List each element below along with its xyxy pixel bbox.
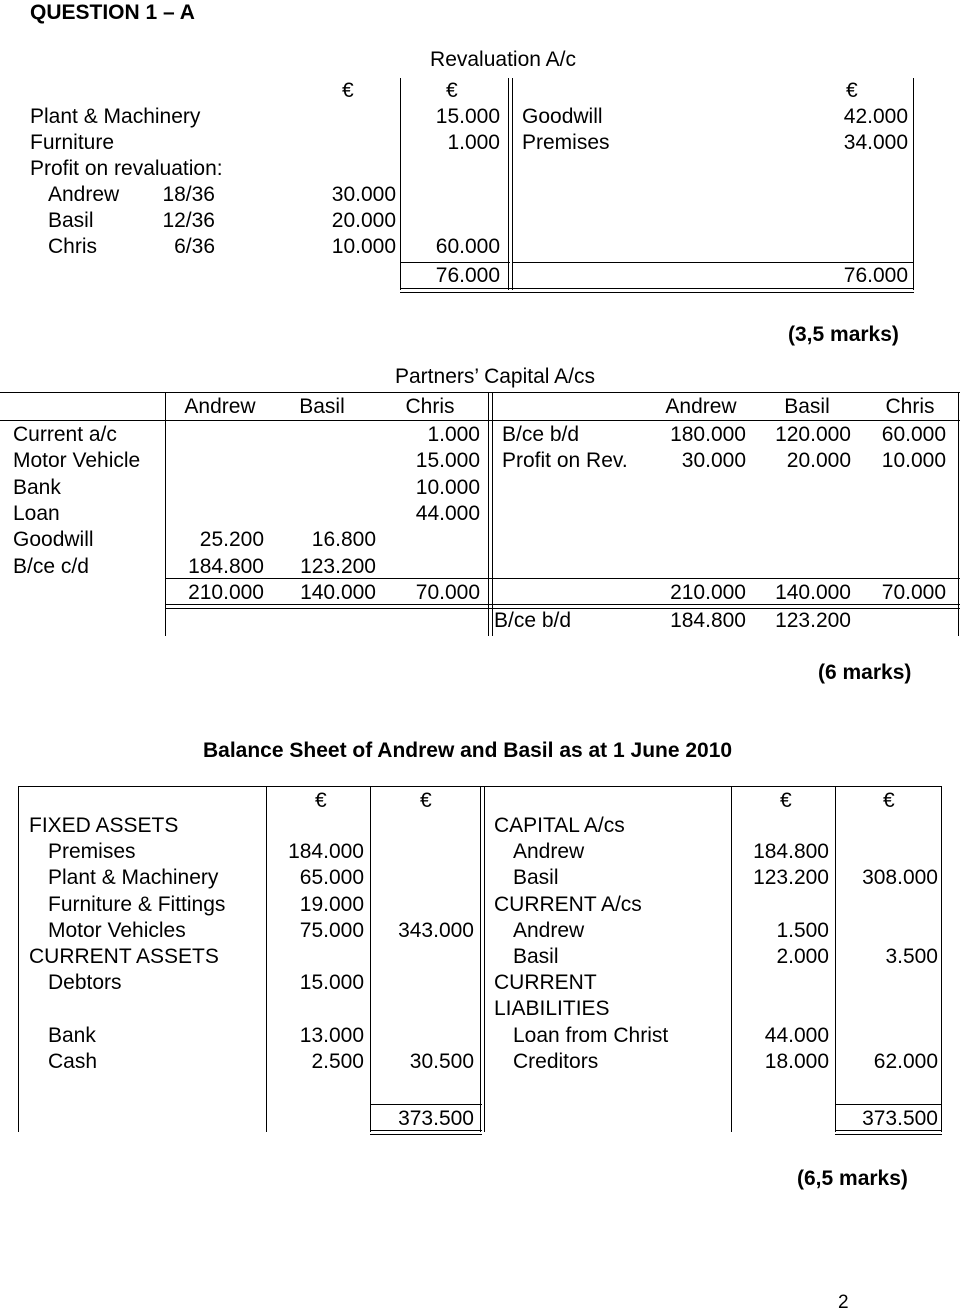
bs-liability-label: Andrew <box>513 918 585 942</box>
column-rule <box>835 786 836 1132</box>
bs-liability-subtotal: 62.000 <box>873 1049 938 1073</box>
reval-row-label: Plant & Machinery <box>30 105 201 128</box>
capital-debit-label: Current a/c <box>13 423 117 446</box>
bs-asset-label: Plant & Machinery <box>48 866 219 890</box>
col-header-andrew: Andrew <box>184 395 256 418</box>
reval-row-amount: 60.000 <box>435 235 500 258</box>
column-rule <box>18 786 19 1132</box>
bs-liability-amount: 1.500 <box>776 918 829 942</box>
page-number: 2 <box>838 1292 849 1313</box>
total-andrew: 210.000 <box>188 581 264 604</box>
bs-liability-label: CURRENT A/cs <box>494 892 642 916</box>
bs-liability-label: CURRENT <box>494 971 597 995</box>
revaluation-title: Revaluation A/c <box>430 48 576 71</box>
bs-asset-amount: 184.000 <box>288 840 364 864</box>
bs-asset-label: CURRENT ASSETS <box>29 945 219 968</box>
capital-debit-chris: 1.000 <box>427 423 480 446</box>
capital-debit-andrew: 184.800 <box>188 554 264 578</box>
bs-asset-amount: 65.000 <box>299 866 364 890</box>
bs-asset-label: Premises <box>48 840 136 864</box>
col-header-chris: Chris <box>405 395 455 418</box>
euro-symbol: € <box>342 79 354 102</box>
header-bottom-rule <box>0 420 960 421</box>
euro-symbol: € <box>780 789 792 812</box>
bs-asset-amount: 2.500 <box>311 1049 364 1073</box>
capital-debit-label: Motor Vehicle <box>13 449 141 473</box>
total-basil: 140.000 <box>300 581 376 604</box>
reval-row-amount: 10.000 <box>331 235 396 258</box>
capital-debit-label: B/ce c/d <box>13 554 89 578</box>
capital-debit-label: Bank <box>13 475 61 499</box>
column-rule <box>165 392 166 636</box>
capital-credit-label: B/ce b/d <box>502 423 580 446</box>
bs-asset-amount: 15.000 <box>299 971 364 995</box>
col-header-basil: Basil <box>784 395 830 418</box>
bs-asset-amount: 75.000 <box>299 918 364 942</box>
euro-symbol: € <box>883 789 895 812</box>
reval-row-amount: 20.000 <box>331 209 396 232</box>
reval-credit-label: Goodwill <box>522 105 603 128</box>
capital-credit-andrew: 180.000 <box>670 423 746 446</box>
bs-liability-label: LIABILITIES <box>494 997 610 1021</box>
col-header-chris: Chris <box>885 395 935 418</box>
bcd-andrew: 184.800 <box>670 609 746 632</box>
bs-asset-amount: 13.000 <box>299 1023 364 1047</box>
bs-asset-amount: 19.000 <box>299 892 364 916</box>
reval-row-ratio: 18/36 <box>162 183 215 206</box>
reval-credit-label: Premises <box>522 131 610 154</box>
marks-label: (6,5 marks) <box>797 1167 908 1190</box>
reval-row-amount: 15.000 <box>435 105 500 128</box>
capital-credit-label: Profit on Rev. <box>502 449 628 473</box>
total-chris: 70.000 <box>881 581 946 604</box>
reval-credit-amount: 34.000 <box>843 131 908 154</box>
capital-debit-basil: 16.800 <box>311 528 376 552</box>
column-rule <box>941 786 942 1132</box>
double-underline <box>370 1130 482 1135</box>
account-center-rule <box>488 392 493 636</box>
bs-asset-subtotal: 30.500 <box>409 1049 474 1073</box>
account-center-rule <box>508 78 513 290</box>
euro-symbol: € <box>846 79 858 102</box>
euro-symbol: € <box>420 789 432 812</box>
bs-liability-subtotal: 3.500 <box>885 945 938 968</box>
account-center-rule <box>480 786 485 1132</box>
capital-debit-basil: 123.200 <box>300 554 376 578</box>
column-rule <box>958 392 959 636</box>
bs-asset-subtotal: 343.000 <box>398 918 474 942</box>
reval-row-label: Furniture <box>30 131 115 154</box>
reval-row-label: Basil <box>48 209 94 232</box>
capital-debit-chris: 44.000 <box>415 501 480 525</box>
bcd-label: B/ce b/d <box>494 609 572 632</box>
reval-credit-total: 76.000 <box>843 264 908 287</box>
marks-label: (6 marks) <box>818 661 912 684</box>
reval-row-amount: 1.000 <box>447 131 500 154</box>
capital-title: Partners’ Capital A/cs <box>395 365 595 388</box>
bs-liability-label: CAPITAL A/cs <box>494 814 625 837</box>
reval-row-ratio: 12/36 <box>162 209 215 232</box>
col-header-basil: Basil <box>299 395 345 418</box>
double-underline <box>165 604 960 609</box>
total-basil: 140.000 <box>775 581 851 604</box>
euro-symbol: € <box>446 79 458 102</box>
reval-row-ratio: 6/36 <box>174 235 215 258</box>
capital-credit-basil: 120.000 <box>775 423 851 446</box>
bs-liability-amount: 44.000 <box>764 1023 829 1047</box>
capital-credit-chris: 10.000 <box>881 449 946 473</box>
reval-row-amount: 30.000 <box>331 183 396 206</box>
capital-debit-chris: 10.000 <box>415 475 480 499</box>
capital-debit-label: Goodwill <box>13 528 94 552</box>
question-heading: QUESTION 1 – A <box>30 1 195 24</box>
capital-debit-label: Loan <box>13 501 60 525</box>
reval-row-label: Andrew <box>48 183 120 206</box>
bcd-basil: 123.200 <box>775 609 851 632</box>
bs-asset-label: Motor Vehicles <box>48 918 186 942</box>
double-underline <box>835 1130 942 1135</box>
column-rule <box>913 78 914 290</box>
bs-liability-label: Andrew <box>513 840 585 864</box>
column-rule <box>400 78 401 290</box>
capital-credit-basil: 20.000 <box>786 449 851 473</box>
marks-label: (3,5 marks) <box>788 323 899 346</box>
bs-asset-label: Bank <box>48 1023 96 1047</box>
reval-row-label: Chris <box>48 235 98 258</box>
bs-asset-label: Furniture & Fittings <box>48 892 226 916</box>
bs-liability-amount: 18.000 <box>764 1049 829 1073</box>
bs-liability-subtotal: 308.000 <box>862 866 938 890</box>
total-rule <box>835 1104 942 1105</box>
total-andrew: 210.000 <box>670 581 746 604</box>
column-rule <box>370 786 371 1132</box>
capital-credit-chris: 60.000 <box>881 423 946 446</box>
bs-liability-label: Creditors <box>513 1049 599 1073</box>
total-rule <box>370 1104 482 1105</box>
bs-asset-label: Debtors <box>48 971 122 995</box>
col-header-andrew: Andrew <box>665 395 737 418</box>
capital-credit-andrew: 30.000 <box>681 449 746 473</box>
bs-liability-label: Basil <box>513 945 559 968</box>
bs-liability-amount: 2.000 <box>776 945 829 968</box>
capital-debit-andrew: 25.200 <box>199 528 264 552</box>
column-rule <box>266 786 267 1132</box>
total-rule <box>165 578 960 579</box>
bs-liability-amount: 123.200 <box>753 866 829 890</box>
header-top-rule <box>0 392 960 393</box>
bs-total-left: 373.500 <box>398 1107 474 1130</box>
bs-asset-label: Cash <box>48 1049 98 1073</box>
reval-row-label: Profit on revaluation: <box>30 157 223 180</box>
euro-symbol: € <box>315 789 327 812</box>
capital-debit-chris: 15.000 <box>415 449 480 473</box>
balance-sheet-title: Balance Sheet of Andrew and Basil as at 1 June 2010 <box>203 739 733 762</box>
reval-debit-total: 76.000 <box>435 264 500 287</box>
bs-asset-label: FIXED ASSETS <box>29 814 179 837</box>
bs-liability-label: Basil <box>513 866 559 890</box>
bs-liability-label: Loan from Christ <box>513 1023 669 1047</box>
reval-credit-amount: 42.000 <box>843 105 908 128</box>
column-rule <box>731 786 732 1132</box>
bs-liability-amount: 184.800 <box>753 840 829 864</box>
bs-total-right: 373.500 <box>862 1107 938 1130</box>
total-chris: 70.000 <box>415 581 480 604</box>
